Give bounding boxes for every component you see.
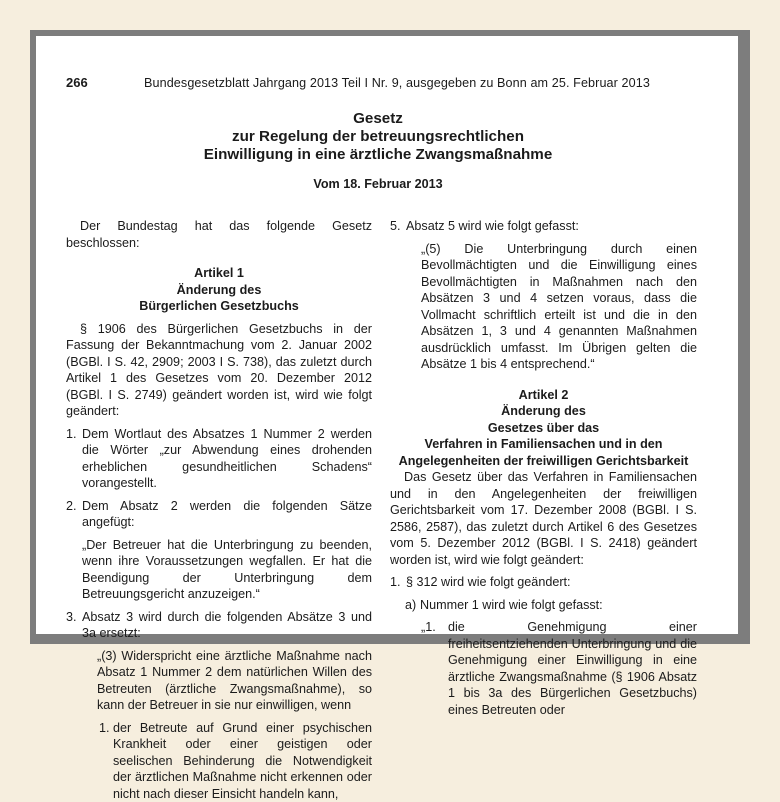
article-2-text: Das Gesetz über das Verfahren in Familiensachen und in den Angelegenheiten der freiwilligen Gerichtsbarkeit vom 17. Dezember 2008 (BGBl. I S. 2586, 2587), das zuletzt durch Artikel 6 des Gesetzes vom 5. Dezember 2012 (BGBl. I S. 2418) geändert worden ist, wird wie folgt geändert:: [390, 469, 697, 568]
amendment-item: [66, 426, 372, 492]
article-2-subheading-line-3: Verfahren in Familiensachen und in den: [390, 436, 697, 453]
amendment-item-number: 1.: [390, 574, 401, 591]
intro-text: Der Bundestag hat das folgende Gesetz beschlossen:: [66, 218, 372, 251]
amendment-subitem: [390, 597, 697, 614]
quote-subitem: [66, 720, 372, 802]
amendment-item-number: 5.: [390, 218, 401, 235]
amendment-quote: „(3) Widerspricht eine ärztliche Maßnahme nach Absatz 1 Nummer 2 dem natürlichen Willen des Betreuten (ärztliche Zwangsmaßnahme), so kann der Betreuer in sie nur einwilligen, wenn: [66, 648, 372, 714]
document-page: [36, 36, 738, 634]
amendment-item-number: 1.: [66, 426, 77, 443]
article-2-subheading-line-2: Gesetzes über das: [390, 420, 697, 437]
amendment-item: [66, 609, 372, 642]
right-column: [390, 218, 697, 718]
amendment-quote: „Der Betreuer hat die Unterbringung zu beenden, wenn ihre Voraussetzungen wegfallen. Er hat die Beendigung der Unterbringung dem Betreuungsgericht anzuzeigen.“: [66, 537, 372, 603]
article-1-text: § 1906 des Bürgerlichen Gesetzbuchs in der Fassung der Bekanntmachung vom 2. Januar 2002 (BGBl. I S. 42, 2909; 2003 I S. 738), das zuletzt durch Artikel 1 des Gesetzes vom 20. Dezember 2012 (BGBl. I S. 2749) geändert worden ist, wird wie folgt geändert:: [66, 321, 372, 420]
amendment-item: [390, 574, 697, 591]
amendment-item-text: Absatz 3 wird durch die folgenden Absätze 3 und 3a ersetzt:: [82, 610, 372, 641]
amendment-item-text: Dem Wortlaut des Absatzes 1 Nummer 2 werden die Wörter „zur Abwendung eines drohenden erheblichen gesundheitlichen Schadens“ vorangestellt.: [82, 427, 372, 491]
amendment-subitem-number: a): [405, 597, 416, 614]
amendment-item-number: 3.: [66, 609, 77, 626]
law-title-line-3: Einwilligung in eine ärztliche Zwangsmaßnahme: [134, 146, 622, 164]
amendment-item-number: 2.: [66, 498, 77, 515]
quote-subitem: [390, 619, 697, 718]
quote-subitem-text: die Genehmigung einer freiheitsentziehenden Unterbringung und die Genehmigung einer Einwilligung in eine ärztliche Zwangsmaßnahme (§ 1906 Absatz 1 bis 3a des Bürgerlichen Gesetzbuchs) eines Betreuten oder: [448, 620, 697, 717]
amendment-item-text: Dem Absatz 2 werden die folgenden Sätze angefügt:: [82, 499, 372, 530]
amendment-item: [66, 498, 372, 531]
law-date: Vom 18. Februar 2013: [134, 177, 622, 191]
article-2-subheading-line-1: Änderung des: [390, 403, 697, 420]
article-2-subheading-line-4: Angelegenheiten der freiwilligen Gerichtsbarkeit: [390, 453, 697, 470]
law-title: [134, 110, 622, 164]
article-2-heading: Artikel 2: [390, 387, 697, 404]
amendment-quote: „(5) Die Unterbringung durch einen Bevollmächtigten und die Einwilligung eines Bevollmächtigten in Maßnahmen nach den Absätzen 3 und 4 setzen voraus, dass die Vollmacht schriftlich erteilt ist und die in den Absätzen 1, 3 und 4 genannten Maßnahmen ausdrücklich umfasst. Im Übrigen gelten die Absätze 1 bis 4 entsprechend.“: [390, 241, 697, 373]
quote-subitem-text: der Betreute auf Grund einer psychischen Krankheit oder einer geistigen oder seelischen Behinderung die Notwendigkeit der ärztlichen Maßnahme nicht erkennen oder nicht nach dieser Einsicht handeln kann,: [113, 721, 372, 801]
article-1-subheading-line-2: Bürgerlichen Gesetzbuchs: [66, 298, 372, 315]
left-column: [66, 218, 372, 802]
amendment-item-text: Absatz 5 wird wie folgt gefasst:: [406, 219, 579, 233]
page-number: 266: [66, 75, 88, 90]
amendment-subitem-text: Nummer 1 wird wie folgt gefasst:: [420, 598, 603, 612]
article-1-subheading-line-1: Änderung des: [66, 282, 372, 299]
amendment-item: [390, 218, 697, 235]
law-title-line-1: Gesetz: [134, 110, 622, 128]
amendment-item-text: § 312 wird wie folgt geändert:: [406, 575, 571, 589]
quote-subitem-number: 1.: [99, 720, 110, 737]
publication-line: Bundesgesetzblatt Jahrgang 2013 Teil I Nr. 9, ausgegeben zu Bonn am 25. Februar 2013: [144, 76, 650, 90]
quote-subitem-number: „1.: [421, 619, 436, 636]
article-1-heading: Artikel 1: [66, 265, 372, 282]
document-frame: [30, 30, 738, 634]
law-title-line-2: zur Regelung der betreuungsrechtlichen: [134, 128, 622, 146]
